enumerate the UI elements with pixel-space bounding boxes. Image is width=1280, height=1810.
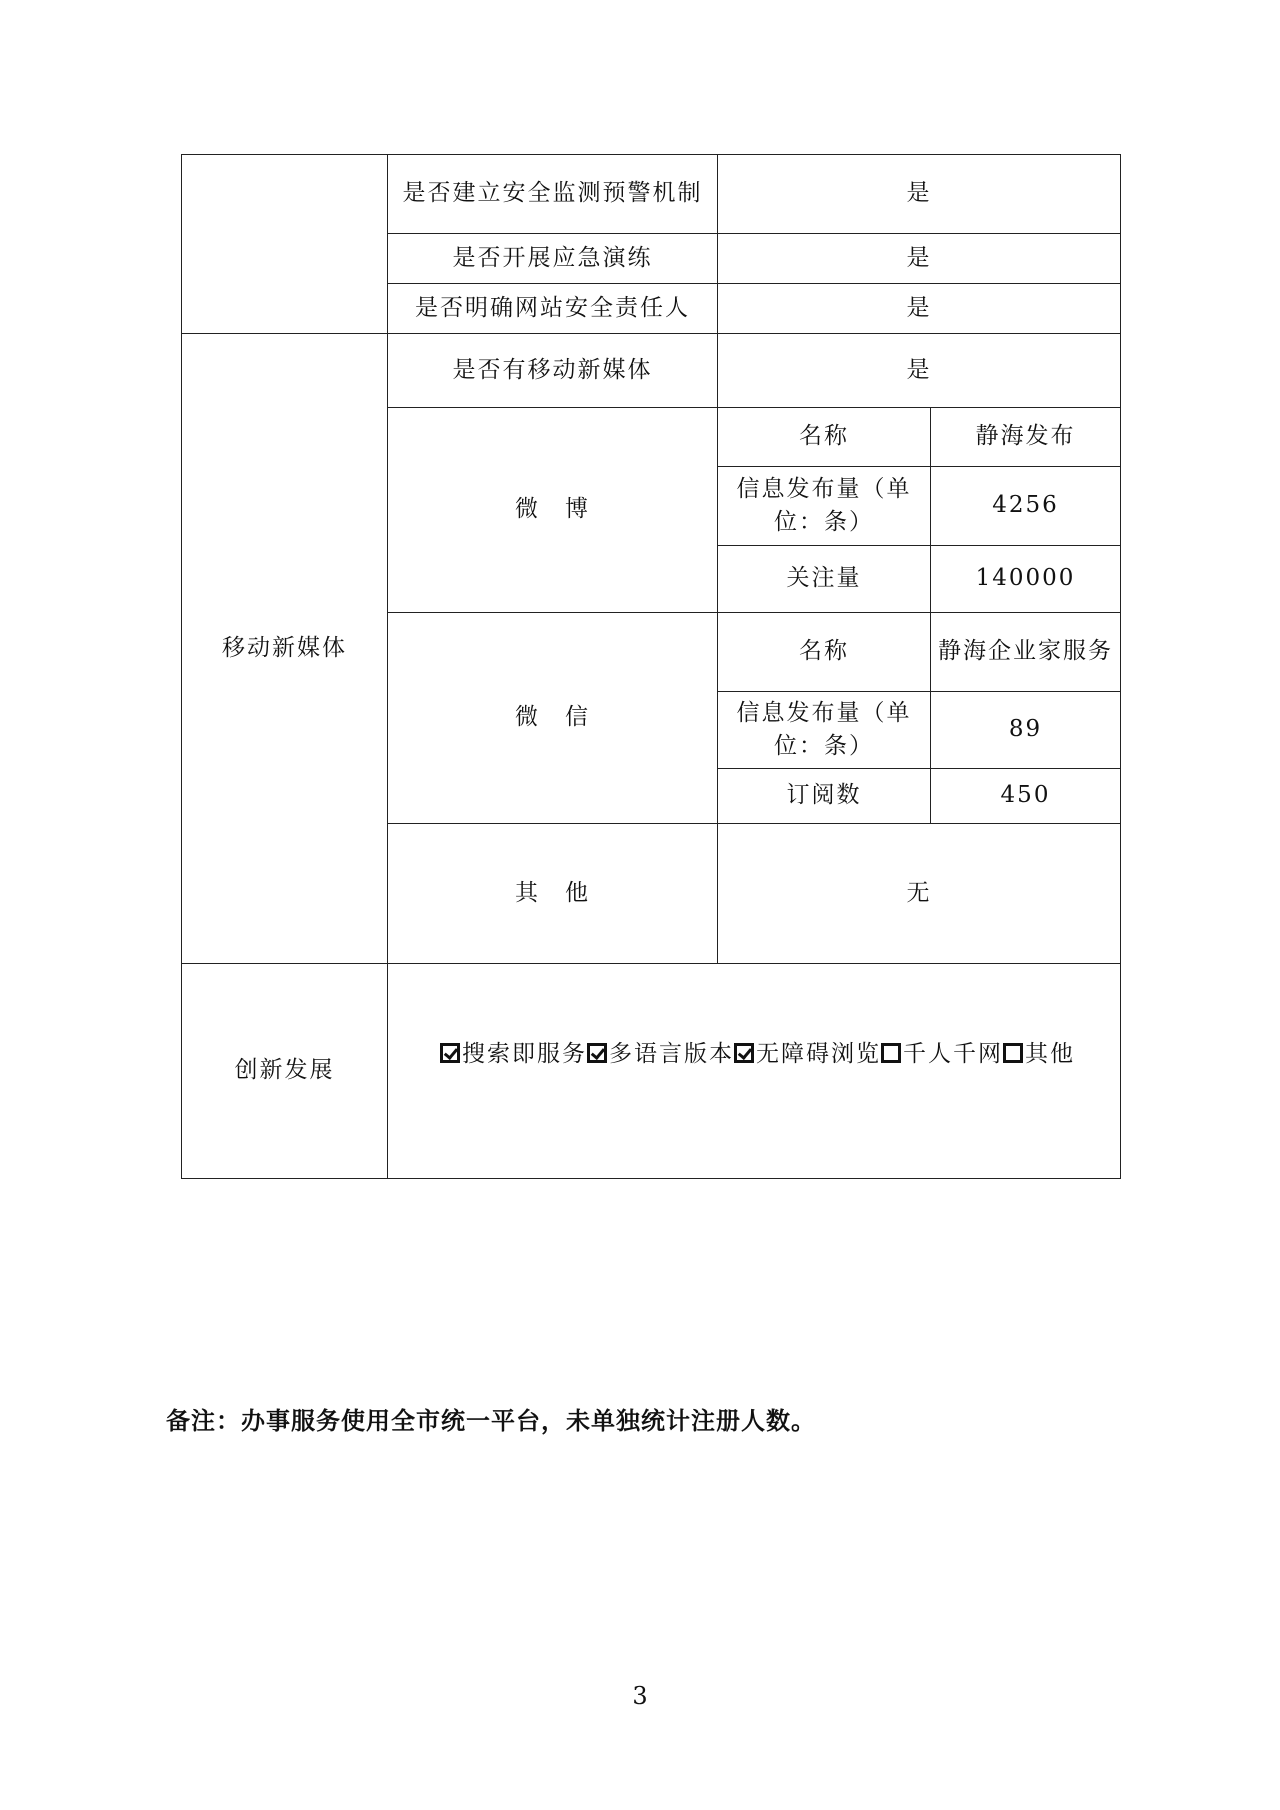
- innovation-option[interactable]: [734, 1041, 881, 1067]
- report-table: [181, 154, 1121, 1179]
- innovation-option[interactable]: [587, 1041, 734, 1067]
- security-officer-label: 是否明确网站安全责任人: [388, 284, 718, 334]
- security-officer-value: 是: [718, 284, 1121, 334]
- innovation-category: 创新发展: [182, 964, 388, 1179]
- table-row: [182, 964, 1121, 1179]
- other-media-value: 无: [718, 824, 1121, 964]
- wechat-label: 微 信: [388, 613, 718, 824]
- innovation-option-label: 千人千网: [903, 1041, 1003, 1067]
- security-monitoring-value: 是: [718, 155, 1121, 234]
- table-row: [182, 334, 1121, 408]
- page-number: 3: [632, 1682, 648, 1710]
- has-mobile-media-label: 是否有移动新媒体: [388, 334, 718, 408]
- wechat-subscribers-label: 订阅数: [718, 769, 931, 824]
- wechat-posts-value: 89: [931, 692, 1121, 769]
- emergency-drill-value: 是: [718, 234, 1121, 284]
- weibo-followers-value: 140000: [931, 546, 1121, 613]
- security-category-cell: [182, 155, 388, 334]
- innovation-option-label: 多语言版本: [609, 1041, 734, 1067]
- mobile-media-category: 移动新媒体: [182, 334, 388, 964]
- emergency-drill-label: 是否开展应急演练: [388, 234, 718, 284]
- weibo-name-value: 静海发布: [931, 408, 1121, 467]
- wechat-name-value: 静海企业家服务: [931, 613, 1121, 692]
- innovation-option-label: 无障碍浏览: [756, 1041, 881, 1067]
- weibo-posts-value: 4256: [931, 467, 1121, 546]
- checkbox-unchecked-icon[interactable]: [881, 1043, 901, 1063]
- wechat-subscribers-value: 450: [931, 769, 1121, 824]
- wechat-name-label: 名称: [718, 613, 931, 692]
- checkbox-unchecked-icon[interactable]: [1003, 1043, 1023, 1063]
- table-row: [182, 155, 1121, 234]
- weibo-label: 微 博: [388, 408, 718, 613]
- innovation-option-label: 其他: [1025, 1041, 1075, 1067]
- wechat-posts-label: 信息发布量（单位：条）: [718, 692, 931, 769]
- security-monitoring-label: 是否建立安全监测预警机制: [388, 155, 718, 234]
- innovation-option[interactable]: [881, 1041, 1003, 1067]
- checkbox-checked-icon[interactable]: [440, 1043, 460, 1063]
- checkbox-checked-icon[interactable]: [587, 1043, 607, 1063]
- innovation-option[interactable]: [1003, 1041, 1075, 1067]
- innovation-options: [388, 964, 1121, 1179]
- has-mobile-media-value: 是: [718, 334, 1121, 408]
- other-media-label: 其 他: [388, 824, 718, 964]
- innovation-option[interactable]: [440, 1041, 587, 1067]
- footnote: 备注：办事服务使用全市统一平台，未单独统计注册人数。: [166, 1406, 816, 1435]
- weibo-posts-label: 信息发布量（单位：条）: [718, 467, 931, 546]
- weibo-name-label: 名称: [718, 408, 931, 467]
- weibo-followers-label: 关注量: [718, 546, 931, 613]
- checkbox-checked-icon[interactable]: [734, 1043, 754, 1063]
- innovation-option-label: 搜索即服务: [462, 1041, 587, 1067]
